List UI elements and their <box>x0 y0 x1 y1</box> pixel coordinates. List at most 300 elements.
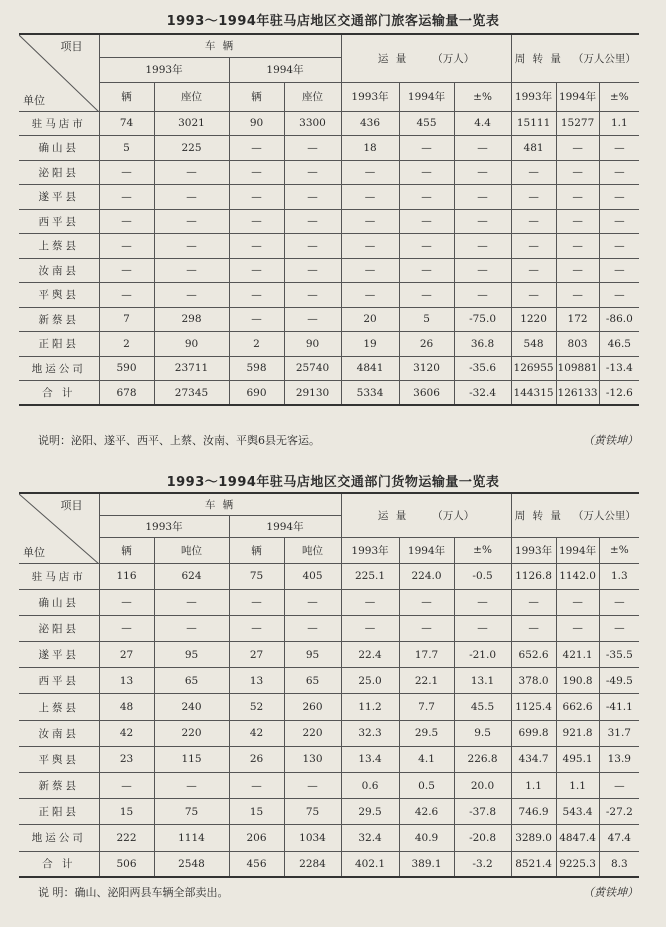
table-cell: 75 <box>229 563 284 589</box>
table-cell: 481 <box>511 136 556 161</box>
table-cell: 46.5 <box>599 332 639 357</box>
table-cell: 598 <box>229 356 284 381</box>
table-row <box>19 720 639 746</box>
table-cell: — <box>154 209 229 234</box>
table-row <box>19 563 639 589</box>
table-row <box>19 160 639 185</box>
table-cell: — <box>454 136 511 161</box>
col-seats-1993: 座位 <box>154 82 229 111</box>
table-cell: 23711 <box>154 356 229 381</box>
table-cell: — <box>284 307 341 332</box>
col-tonnage-1994: 吨位 <box>284 537 341 563</box>
table-cell: 42.6 <box>399 799 454 825</box>
table-cell: — <box>229 209 284 234</box>
table-cell: — <box>154 160 229 185</box>
table-cell: — <box>229 258 284 283</box>
table-cell: 47.4 <box>599 825 639 851</box>
passenger-table-body <box>19 111 639 405</box>
unit-header: 单位 <box>23 93 45 107</box>
table-cell: 548 <box>511 332 556 357</box>
table-cell: 662.6 <box>556 694 599 720</box>
table-cell: 40.9 <box>399 825 454 851</box>
table-cell: — <box>511 589 556 615</box>
table-cell: — <box>284 234 341 259</box>
table-cell: — <box>399 615 454 641</box>
volume-label: 运 量 <box>377 52 409 65</box>
table-cell: — <box>556 258 599 283</box>
table-cell: — <box>341 589 399 615</box>
passenger-note-author: （黄铁坤） <box>583 434 638 447</box>
row-label: 合 计 <box>19 381 99 406</box>
table-cell: 13.9 <box>599 746 639 772</box>
table-row <box>19 136 639 161</box>
table-cell: — <box>229 136 284 161</box>
table-cell: 48 <box>99 694 154 720</box>
table-cell: — <box>511 283 556 308</box>
table-cell: 4841 <box>341 356 399 381</box>
table-cell: — <box>454 283 511 308</box>
table-cell: 144315 <box>511 381 556 406</box>
table-cell: 13.4 <box>341 746 399 772</box>
table-cell: 2284 <box>284 851 341 877</box>
table-cell: — <box>284 185 341 210</box>
table-cell: 4.1 <box>399 746 454 772</box>
table-cell: — <box>454 615 511 641</box>
table-cell: — <box>399 160 454 185</box>
table-cell: 506 <box>99 851 154 877</box>
table-cell: 803 <box>556 332 599 357</box>
header-diagonal-cell <box>19 34 99 111</box>
table-cell: 9225.3 <box>556 851 599 877</box>
table-cell: 18 <box>341 136 399 161</box>
table-cell: — <box>229 773 284 799</box>
table-cell: 1.1 <box>556 773 599 799</box>
table-cell: — <box>454 209 511 234</box>
table-cell: — <box>556 234 599 259</box>
table-cell: 3021 <box>154 111 229 136</box>
table-cell: 590 <box>99 356 154 381</box>
table-cell: — <box>399 209 454 234</box>
table-cell: — <box>154 283 229 308</box>
table-cell: 1034 <box>284 825 341 851</box>
table-cell: 5334 <box>341 381 399 406</box>
table-cell: 1142.0 <box>556 563 599 589</box>
table-cell: — <box>284 209 341 234</box>
table-cell: — <box>454 589 511 615</box>
table-cell: — <box>556 209 599 234</box>
col-vehicles-1993: 辆 <box>99 537 154 563</box>
table-cell: 0.6 <box>341 773 399 799</box>
table-cell: 1114 <box>154 825 229 851</box>
volume-label: 运 量 <box>377 509 409 522</box>
row-label: 汝南县 <box>19 720 99 746</box>
table-cell: — <box>284 136 341 161</box>
table-row <box>19 307 639 332</box>
table-cell: -32.4 <box>454 381 511 406</box>
table-cell: 434.7 <box>511 746 556 772</box>
table-cell: 32.3 <box>341 720 399 746</box>
table-row <box>19 615 639 641</box>
col-vehicles-1993: 辆 <box>99 82 154 111</box>
table-cell: — <box>454 160 511 185</box>
table-cell: 678 <box>99 381 154 406</box>
table-cell: 220 <box>154 720 229 746</box>
table-cell: 436 <box>341 111 399 136</box>
table-row <box>19 381 639 406</box>
table-cell: 7.7 <box>399 694 454 720</box>
table-cell: — <box>341 615 399 641</box>
table-cell: — <box>99 234 154 259</box>
table-cell: 405 <box>284 563 341 589</box>
row-label: 驻马店市 <box>19 111 99 136</box>
table-cell: — <box>341 234 399 259</box>
table-cell: 3606 <box>399 381 454 406</box>
table-cell: 130 <box>284 746 341 772</box>
row-label: 确山县 <box>19 589 99 615</box>
table-cell: — <box>599 615 639 641</box>
freight-note-author: （黄铁坤） <box>583 886 638 899</box>
header-diagonal-cell <box>19 493 99 563</box>
table-cell: 1.1 <box>599 111 639 136</box>
table-cell: -12.6 <box>599 381 639 406</box>
volume-header <box>341 34 511 82</box>
table-cell: — <box>154 234 229 259</box>
col-turnover-change: ±% <box>599 537 639 563</box>
volume-unit: （万人） <box>432 509 475 522</box>
passenger-note-text: 说明：泌阳、遂平、西平、上蔡、汝南、平舆6县无客运。 <box>38 434 320 447</box>
item-header: 项目 <box>60 499 83 512</box>
table-cell: 29130 <box>284 381 341 406</box>
table-cell: 90 <box>284 332 341 357</box>
table-cell: — <box>511 209 556 234</box>
table-cell: — <box>599 136 639 161</box>
freight-table-title: 1993～1994年驻马店地区交通部门货物运输量一览表 <box>166 475 500 490</box>
turnover-unit: （万人公里） <box>572 52 636 65</box>
table-cell: 378.0 <box>511 668 556 694</box>
table-cell: 225 <box>154 136 229 161</box>
table-cell: 222 <box>99 825 154 851</box>
table-cell: — <box>284 589 341 615</box>
table-cell: — <box>399 185 454 210</box>
table-cell: 19 <box>341 332 399 357</box>
table-cell: — <box>399 589 454 615</box>
table-cell: -49.5 <box>599 668 639 694</box>
table-cell: — <box>599 589 639 615</box>
table-cell: 27345 <box>154 381 229 406</box>
row-label: 正阳县 <box>19 799 99 825</box>
table-cell: — <box>599 283 639 308</box>
row-label: 遂平县 <box>19 185 99 210</box>
table-cell: 8521.4 <box>511 851 556 877</box>
row-label: 地运公司 <box>19 356 99 381</box>
table-cell: 42 <box>229 720 284 746</box>
table-cell: 13.1 <box>454 668 511 694</box>
table-cell: — <box>341 160 399 185</box>
table-cell: 172 <box>556 307 599 332</box>
table-cell: — <box>556 589 599 615</box>
row-label: 地运公司 <box>19 825 99 851</box>
table-cell: 25740 <box>284 356 341 381</box>
table-cell: — <box>599 234 639 259</box>
table-cell: 75 <box>154 799 229 825</box>
table-cell: — <box>556 185 599 210</box>
table-cell: -86.0 <box>599 307 639 332</box>
table-cell: 1220 <box>511 307 556 332</box>
col-volume-1994: 1994年 <box>399 537 454 563</box>
table-cell: 4847.4 <box>556 825 599 851</box>
table-cell: — <box>154 185 229 210</box>
table-cell: — <box>556 615 599 641</box>
table-cell: 126955 <box>511 356 556 381</box>
table-row <box>19 283 639 308</box>
table-cell: 116 <box>99 563 154 589</box>
table-cell: 225.1 <box>341 563 399 589</box>
col-tonnage-1993: 吨位 <box>154 537 229 563</box>
freight-table <box>19 492 639 878</box>
col-vehicles-1994: 辆 <box>229 537 284 563</box>
table-cell: — <box>229 283 284 308</box>
table-cell: 402.1 <box>341 851 399 877</box>
table-cell: 2 <box>99 332 154 357</box>
table-cell: 13 <box>229 668 284 694</box>
table-cell: — <box>229 234 284 259</box>
table-cell: 652.6 <box>511 642 556 668</box>
row-label: 上蔡县 <box>19 234 99 259</box>
vehicle-header: 车 辆 <box>99 34 341 57</box>
table-cell: 27 <box>229 642 284 668</box>
table-cell: 1.3 <box>599 563 639 589</box>
table-cell: — <box>99 283 154 308</box>
table-cell: — <box>341 283 399 308</box>
row-label: 合 计 <box>19 851 99 877</box>
table-cell: 109881 <box>556 356 599 381</box>
unit-header: 单位 <box>23 545 45 559</box>
row-label: 正阳县 <box>19 332 99 357</box>
table-cell: 226.8 <box>454 746 511 772</box>
table-cell: 11.2 <box>341 694 399 720</box>
table-cell: — <box>511 234 556 259</box>
freight-note-text: 说 明：确山、泌阳两县车辆全部卖出。 <box>38 886 229 899</box>
table-cell: — <box>341 209 399 234</box>
item-header: 项目 <box>60 40 83 53</box>
table-cell: 190.8 <box>556 668 599 694</box>
table-cell: 456 <box>229 851 284 877</box>
table-cell: 115 <box>154 746 229 772</box>
col-volume-change: ±% <box>454 537 511 563</box>
table-cell: 13 <box>99 668 154 694</box>
volume-unit: （万人） <box>432 52 475 65</box>
table-cell: -13.4 <box>599 356 639 381</box>
row-label: 泌阳县 <box>19 615 99 641</box>
table-row <box>19 825 639 851</box>
table-cell: — <box>511 185 556 210</box>
table-cell: -20.8 <box>454 825 511 851</box>
table-cell: 27 <box>99 642 154 668</box>
table-cell: — <box>399 258 454 283</box>
table-cell: 65 <box>284 668 341 694</box>
row-label: 平舆县 <box>19 746 99 772</box>
table-cell: 3289.0 <box>511 825 556 851</box>
table-cell: — <box>99 160 154 185</box>
row-label: 西平县 <box>19 209 99 234</box>
table-cell: 260 <box>284 694 341 720</box>
table-cell: 220 <box>284 720 341 746</box>
table-cell: -0.5 <box>454 563 511 589</box>
table-cell: 298 <box>154 307 229 332</box>
table-cell: — <box>341 258 399 283</box>
turnover-header <box>511 493 639 537</box>
col-seats-1994: 座位 <box>284 82 341 111</box>
table-cell: 75 <box>284 799 341 825</box>
table-cell: — <box>284 773 341 799</box>
table-cell: 746.9 <box>511 799 556 825</box>
table-cell: — <box>229 185 284 210</box>
table-cell: 699.8 <box>511 720 556 746</box>
table-row <box>19 589 639 615</box>
table-row <box>19 234 639 259</box>
passenger-table-title: 1993～1994年驻马店地区交通部门旅客运输量一览表 <box>166 14 500 29</box>
table-cell: — <box>99 615 154 641</box>
table-cell: — <box>399 283 454 308</box>
table-cell: -75.0 <box>454 307 511 332</box>
table-cell: 15 <box>229 799 284 825</box>
table-cell: — <box>399 136 454 161</box>
table-cell: — <box>99 773 154 799</box>
table-cell: 45.5 <box>454 694 511 720</box>
table-cell: — <box>511 258 556 283</box>
table-row <box>19 258 639 283</box>
vehicle-year-1993: 1993年 <box>99 515 229 537</box>
table-cell: — <box>399 234 454 259</box>
freight-note <box>38 884 638 900</box>
volume-header <box>341 493 511 537</box>
col-volume-1994: 1994年 <box>399 82 454 111</box>
table-cell: 9.5 <box>454 720 511 746</box>
table-cell: 5 <box>399 307 454 332</box>
table-cell: 4.4 <box>454 111 511 136</box>
table-row <box>19 356 639 381</box>
row-label: 泌阳县 <box>19 160 99 185</box>
table-cell: — <box>99 185 154 210</box>
table-cell: — <box>99 258 154 283</box>
vehicle-year-1994: 1994年 <box>229 57 341 82</box>
table-cell: 3120 <box>399 356 454 381</box>
table-cell: — <box>229 307 284 332</box>
table-cell: — <box>599 773 639 799</box>
table-cell: — <box>284 283 341 308</box>
table-cell: 32.4 <box>341 825 399 851</box>
table-cell: 421.1 <box>556 642 599 668</box>
row-label: 新蔡县 <box>19 307 99 332</box>
table-cell: 74 <box>99 111 154 136</box>
turnover-label: 周 转 量 <box>514 52 563 65</box>
table-cell: — <box>229 615 284 641</box>
table-cell: — <box>341 185 399 210</box>
table-cell: — <box>599 185 639 210</box>
table-cell: 26 <box>229 746 284 772</box>
table-cell: 240 <box>154 694 229 720</box>
row-label: 西平县 <box>19 668 99 694</box>
turnover-header <box>511 34 639 82</box>
table-cell: — <box>284 258 341 283</box>
row-label: 驻马店市 <box>19 563 99 589</box>
table-cell: 3300 <box>284 111 341 136</box>
table-cell: — <box>599 160 639 185</box>
col-turnover-change: ±% <box>599 82 639 111</box>
table-cell: 26 <box>399 332 454 357</box>
col-volume-change: ±% <box>454 82 511 111</box>
table-cell: 65 <box>154 668 229 694</box>
table-cell: 29.5 <box>399 720 454 746</box>
table-cell: — <box>454 258 511 283</box>
table-cell: 495.1 <box>556 746 599 772</box>
table-cell: 52 <box>229 694 284 720</box>
table-cell: 23 <box>99 746 154 772</box>
table-cell: 1.1 <box>511 773 556 799</box>
table-row <box>19 694 639 720</box>
row-label: 新蔡县 <box>19 773 99 799</box>
table-cell: -37.8 <box>454 799 511 825</box>
vehicle-header: 车 辆 <box>99 493 341 515</box>
table-cell: 15277 <box>556 111 599 136</box>
table-cell: 126133 <box>556 381 599 406</box>
table-cell: — <box>99 589 154 615</box>
col-volume-1993: 1993年 <box>341 82 399 111</box>
table-cell: 36.8 <box>454 332 511 357</box>
table-cell: — <box>454 185 511 210</box>
table-cell: — <box>229 160 284 185</box>
table-cell: -27.2 <box>599 799 639 825</box>
table-cell: 2548 <box>154 851 229 877</box>
col-vehicles-1994: 辆 <box>229 82 284 111</box>
table-cell: 22.4 <box>341 642 399 668</box>
table-row <box>19 851 639 877</box>
table-cell: 7 <box>99 307 154 332</box>
table-cell: 95 <box>154 642 229 668</box>
table-cell: 95 <box>284 642 341 668</box>
table-cell: -35.5 <box>599 642 639 668</box>
table-cell: 921.8 <box>556 720 599 746</box>
table-cell: 15 <box>99 799 154 825</box>
table-cell: -3.2 <box>454 851 511 877</box>
table-cell: 42 <box>99 720 154 746</box>
table-cell: 25.0 <box>341 668 399 694</box>
table-cell: — <box>599 258 639 283</box>
table-cell: 2 <box>229 332 284 357</box>
vehicle-year-1994: 1994年 <box>229 515 341 537</box>
table-cell: 206 <box>229 825 284 851</box>
col-turnover-1994: 1994年 <box>556 537 599 563</box>
table-cell: 389.1 <box>399 851 454 877</box>
col-turnover-1993: 1993年 <box>511 537 556 563</box>
table-cell: — <box>556 136 599 161</box>
row-label: 平舆县 <box>19 283 99 308</box>
table-row <box>19 185 639 210</box>
freight-table-body <box>19 563 639 877</box>
table-cell: 1125.4 <box>511 694 556 720</box>
table-cell: 17.7 <box>399 642 454 668</box>
table-cell: 690 <box>229 381 284 406</box>
turnover-label: 周 转 量 <box>514 509 563 522</box>
table-cell: — <box>556 283 599 308</box>
row-label: 确山县 <box>19 136 99 161</box>
table-cell: 1126.8 <box>511 563 556 589</box>
table-cell: 29.5 <box>341 799 399 825</box>
col-turnover-1994: 1994年 <box>556 82 599 111</box>
table-cell: — <box>511 160 556 185</box>
table-cell: 20.0 <box>454 773 511 799</box>
table-cell: 224.0 <box>399 563 454 589</box>
